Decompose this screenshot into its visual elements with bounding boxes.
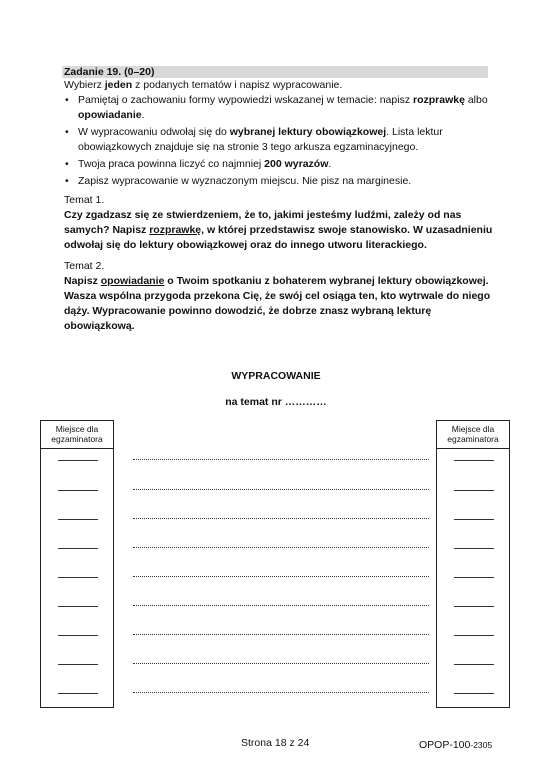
writing-line[interactable] — [133, 517, 429, 519]
topic-1-text: Czy zgadzasz się ze stwierdzeniem, że to, jakimi jesteśmy ludźmi, zależy od nas samych? Napisz rozprawkę, w której przedstawisz swoje stanowisko. W uzasadnieniu odwołaj się do lektury obowiązkowej oraz do innego utworu literackiego. — [64, 209, 493, 251]
examiner-box-right — [436, 420, 510, 708]
writing-line[interactable] — [133, 691, 429, 693]
topic-1-label: Temat 1. — [64, 194, 105, 206]
score-line — [454, 460, 494, 461]
writing-line[interactable] — [133, 604, 429, 606]
writing-line[interactable] — [133, 575, 429, 577]
score-line — [454, 606, 494, 607]
score-line — [454, 693, 494, 694]
instruction-list — [64, 93, 494, 191]
topic-1 — [64, 193, 494, 253]
essay-topic-number: na temat nr ………… — [225, 396, 327, 408]
intro-bold: jeden — [104, 79, 133, 91]
instruction-item: • W wypracowaniu odwołaj się do wybranej lektury obowiązkowej. Lista lektur obowiązkowych znajduje się na stronie 3 tego arkusza egzaminacyjnego. — [64, 125, 494, 155]
intro-text-end: z podanych tematów i napisz wypracowanie. — [132, 79, 343, 91]
intro-text: Wybierz — [64, 79, 105, 91]
score-line — [454, 490, 494, 491]
score-line — [58, 519, 98, 520]
score-line — [58, 635, 98, 636]
topic-2-label: Temat 2. — [64, 260, 105, 272]
score-line — [58, 664, 98, 665]
score-line — [58, 460, 98, 461]
instruction-item: • Twoja praca powinna liczyć co najmniej 200 wyrazów. — [64, 157, 494, 172]
essay-title: WYPRACOWANIE — [231, 370, 321, 382]
instruction-item: • Pamiętaj o zachowaniu formy wypowiedzi wskazanej w temacie: napisz rozprawkę albo opowiadanie. — [64, 93, 494, 123]
page-number: Strona 18 z 24 — [241, 737, 310, 749]
writing-line[interactable] — [133, 662, 429, 664]
examiner-box-label: Miejsce dla egzaminatora — [41, 421, 113, 449]
score-line — [58, 693, 98, 694]
task-header: Zadanie 19. (0–20) — [62, 66, 488, 78]
score-line — [58, 577, 98, 578]
writing-line[interactable] — [133, 458, 429, 460]
instruction-item: • Zapisz wypracowanie w wyznaczonym miejscu. Nie pisz na marginesie. — [64, 174, 494, 189]
score-line — [58, 548, 98, 549]
score-line — [454, 635, 494, 636]
examiner-box-left — [40, 420, 114, 708]
writing-line[interactable] — [133, 633, 429, 635]
topic-2-text: Napisz opowiadanie o Twoim spotkaniu z bohaterem wybranej lektury obowiązkowej. Wasza wspólna przygoda przekona Cię, że swój cel osiąga ten, kto wytrwale do niego dąży. Wypracowanie powinno dowodzić, że dobrze znasz wybraną lekturę obowiązkową. — [64, 275, 491, 332]
score-line — [454, 664, 494, 665]
task-intro — [64, 79, 342, 92]
score-line — [58, 490, 98, 491]
score-line — [454, 548, 494, 549]
topic-2 — [64, 259, 494, 334]
exam-code: OPOP-100-2305 — [419, 739, 493, 751]
score-line — [454, 577, 494, 578]
writing-line[interactable] — [133, 488, 429, 490]
score-line — [58, 606, 98, 607]
writing-line[interactable] — [133, 546, 429, 548]
examiner-box-label: Miejsce dla egzaminatora — [437, 421, 509, 449]
score-line — [454, 519, 494, 520]
